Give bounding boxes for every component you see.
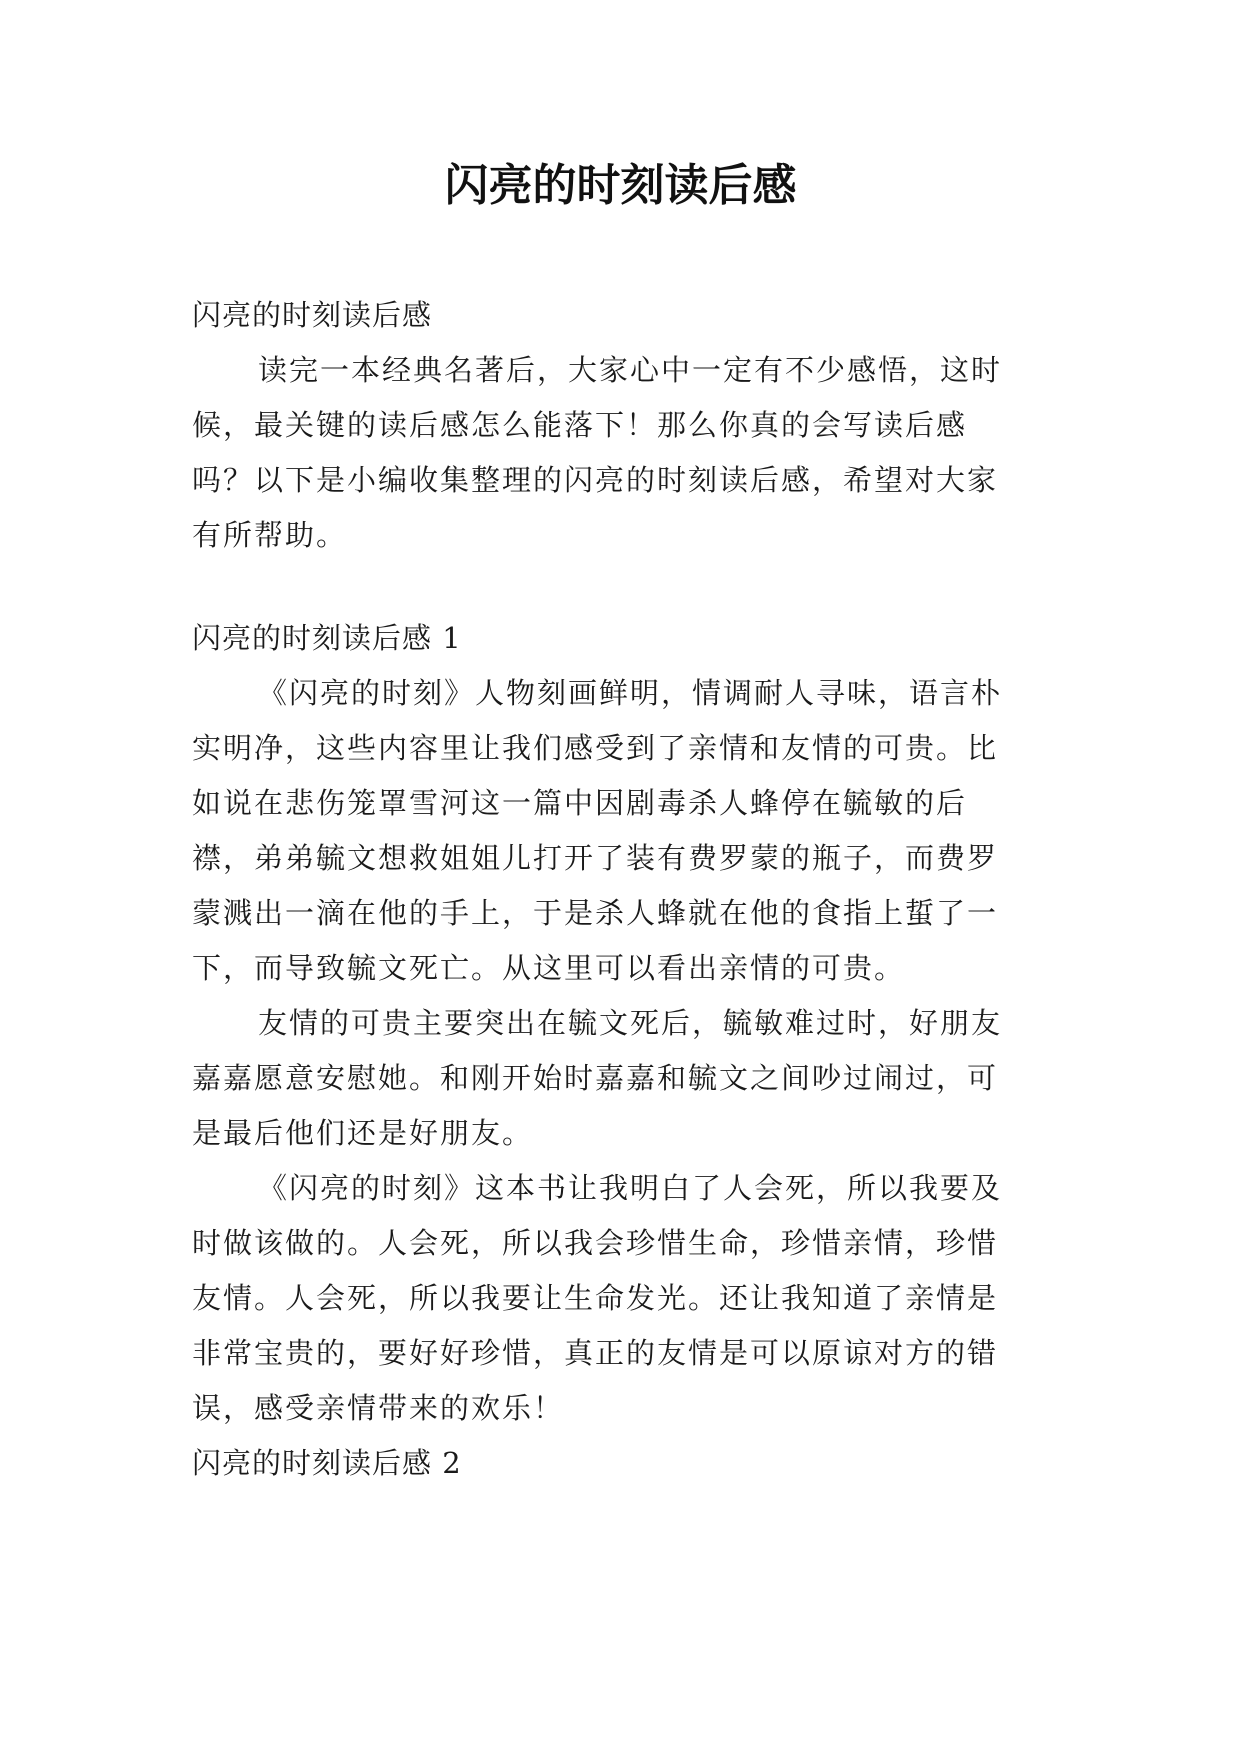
paragraph-line: 《闪亮的时刻》人物刻画鲜明，情调耐人寻味，语言朴 bbox=[258, 676, 1003, 710]
section-1-paragraph-1 bbox=[192, 666, 1056, 996]
section-spacer bbox=[192, 563, 1056, 611]
paragraph-line: 是最后他们还是好朋友。 bbox=[192, 1116, 534, 1150]
section-2-heading: 闪亮的时刻读后感 2 bbox=[192, 1446, 462, 1480]
paragraph-line: 实明净，这些内容里让我们感受到了亲情和友情的可贵。比 bbox=[192, 731, 999, 765]
paragraph-line: 如说在悲伤笼罩雪河这一篇中因剧毒杀人蜂停在毓敏的后 bbox=[192, 786, 968, 820]
paragraph-line: 《闪亮的时刻》这本书让我明白了人会死，所以我要及 bbox=[258, 1171, 1003, 1205]
intro-heading: 闪亮的时刻读后感 bbox=[192, 298, 433, 332]
paragraph-line: 下，而导致毓文死亡。从这里可以看出亲情的可贵。 bbox=[192, 951, 906, 985]
document-body bbox=[192, 288, 1056, 1491]
paragraph-line: 襟，弟弟毓文想救姐姐儿打开了装有费罗蒙的瓶子，而费罗 bbox=[192, 841, 999, 875]
paragraph-line: 友情。人会死，所以我要让生命发光。还让我知道了亲情是 bbox=[192, 1281, 999, 1315]
paragraph-line: 误，感受亲情带来的欢乐！ bbox=[192, 1391, 565, 1425]
paragraph-line: 有所帮助。 bbox=[192, 518, 348, 552]
paragraph-line: 蒙溅出一滴在他的手上，于是杀人蜂就在他的食指上蜇了一 bbox=[192, 896, 999, 930]
paragraph-line: 非常宝贵的，要好好珍惜，真正的友情是可以原谅对方的错 bbox=[192, 1336, 999, 1370]
section-1-paragraph-3 bbox=[192, 1161, 1056, 1436]
paragraph-line: 时做该做的。人会死，所以我会珍惜生命，珍惜亲情，珍惜 bbox=[192, 1226, 999, 1260]
paragraph-line: 嘉嘉愿意安慰她。和刚开始时嘉嘉和毓文之间吵过闹过，可 bbox=[192, 1061, 999, 1095]
paragraph-line: 友情的可贵主要突出在毓文死后，毓敏难过时，好朋友 bbox=[258, 1006, 1003, 1040]
document-title: 闪亮的时刻读后感 bbox=[444, 160, 797, 211]
section-1-paragraph-2 bbox=[192, 996, 1056, 1161]
paragraph-line: 读完一本经典名著后，大家心中一定有不少感悟，这时 bbox=[258, 353, 1003, 387]
paragraph-line: 吗？以下是小编收集整理的闪亮的时刻读后感，希望对大家 bbox=[192, 463, 999, 497]
intro-paragraph bbox=[192, 343, 1056, 563]
paragraph-line: 候，最关键的读后感怎么能落下！那么你真的会写读后感 bbox=[192, 408, 968, 442]
section-1-heading: 闪亮的时刻读后感 1 bbox=[192, 621, 462, 655]
